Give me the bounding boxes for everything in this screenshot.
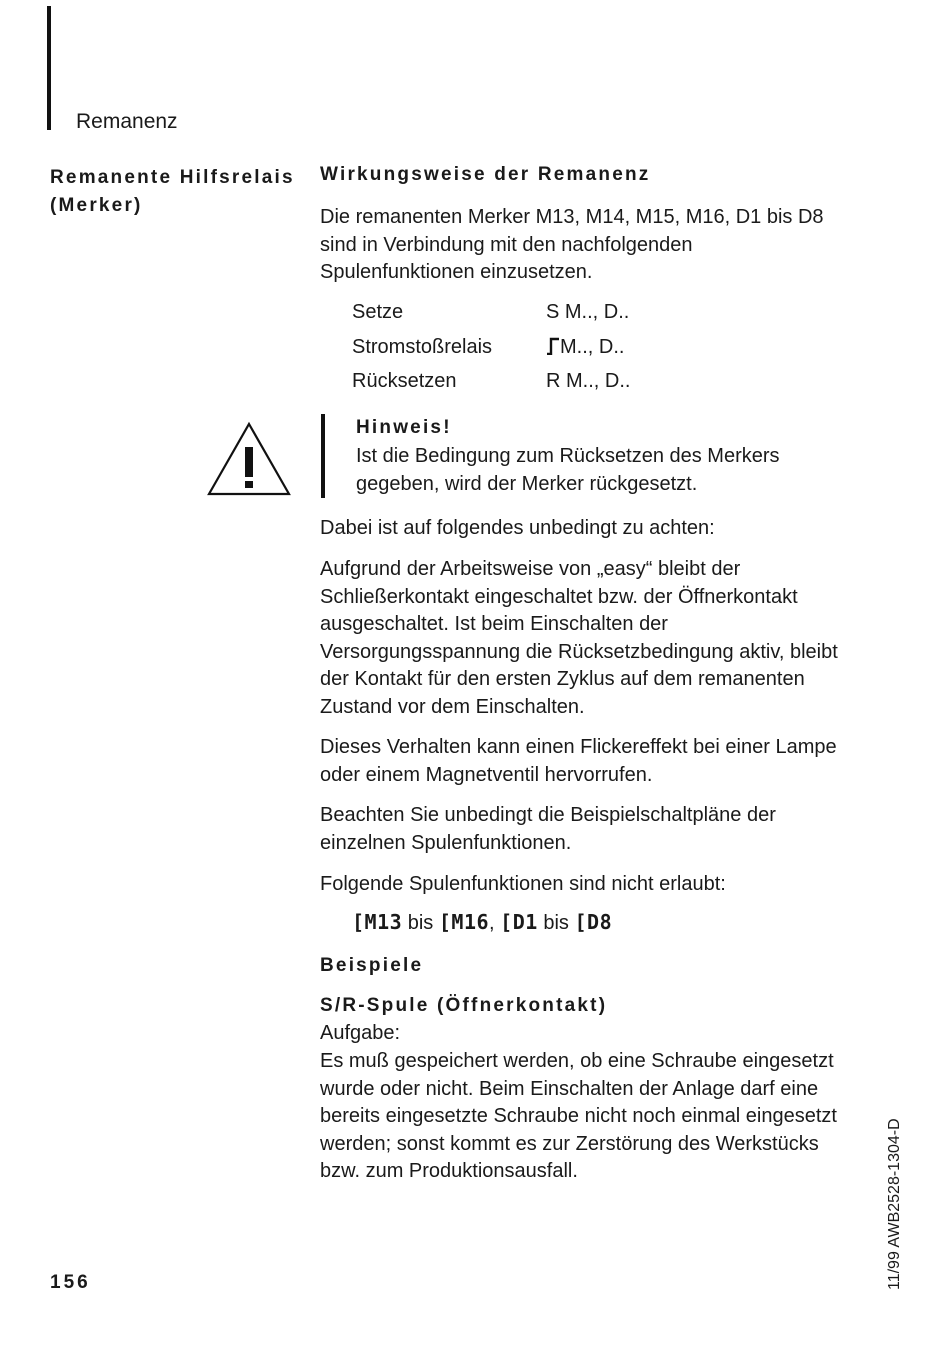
intro-paragraph: Die remanenten Merker M13, M14, M15, M16, D1 bis D8 sind in Verbindung mit den nachfolgenden Spulenfunktionen einzusetzen. [320,206,824,283]
impulse-code-text: M.., D.. [560,336,625,358]
paragraph-not-allowed: Folgende Spulenfunktionen sind nicht erlaubt: [320,873,726,895]
lcd-coil-m16: [M16 [438,910,490,934]
note-box [356,414,836,498]
paragraph-attention: Dabei ist auf folgendes unbedingt zu achten: [320,517,715,539]
examples-heading: Beispiele [320,955,424,976]
function-label-impulse: Stromstoßrelais [352,336,493,358]
sidebar-heading-line2: (Merker) [50,195,143,216]
range-word: bis [407,912,434,934]
paragraph-examples-hint: Beachten Sie unbedingt die Beispielschaltpläne der einzelnen Spulenfunktionen. [320,804,776,854]
header-rule [47,6,51,130]
note-text: Ist die Bedingung zum Rücksetzen des Merkers gegeben, wird der Merker rückgesetzt. [356,445,780,495]
paragraph-flicker: Dieses Verhalten kann einen Flickereffekt bei einer Lampe oder einem Magnetventil hervorrufen. [320,736,837,786]
document-id: 11/99 AWB2528-1304-D [886,1118,903,1290]
note-title: Hinweis! [356,417,452,438]
function-label-reset: Rücksetzen [352,370,457,392]
note-bar [321,414,325,498]
sidebar-heading [50,164,295,220]
lcd-coil-d1: [D1 [500,910,538,934]
task-text: Es muß gespeichert werden, ob eine Schraube eingesetzt wurde oder nicht. Beim Einschalten der Anlage darf eine bereits eingesetzte Schraube nicht noch einmal eingesetzt werden; sonst kommt es zur Zerstörung des Werkstücks bzw. zum Produktionsausfall. [320,1050,837,1182]
section-title: Remanenz [76,110,178,133]
function-code-reset: R M.., D.. [546,370,631,392]
main-heading: Wirkungsweise der Remanenz [320,164,651,185]
task-label: Aufgabe: [320,1022,401,1044]
not-allowed-functions [352,910,612,935]
separator-comma: , [489,912,495,934]
function-label-set: Setze [352,301,404,323]
warning-icon [206,420,292,498]
sidebar-heading-line1: Remanente Hilfsrelais [50,167,295,188]
paragraph-behavior: Aufgrund der Arbeitsweise von „easy“ bleibt der Schließerkontakt eingeschaltet bzw. der Öffnerkontakt ausgeschaltet. Ist beim Einschalten der Versorgungsspannung die Rücksetzbedingung aktiv, bleibt der Kontakt für den ersten Zyklus auf dem remanenten Zustand vor dem Einschalten. [320,558,838,718]
impulse-relay-icon [546,337,560,355]
function-code-impulse [546,336,624,359]
function-code-set: S M.., D.. [546,301,630,323]
page-number: 156 [50,1272,91,1293]
example-title: S/R-Spule (Öffnerkontakt) [320,995,608,1016]
lcd-coil-d8: [D8 [574,910,613,934]
lcd-coil-m13: [M13 [352,910,403,934]
range-word: bis [543,912,569,934]
